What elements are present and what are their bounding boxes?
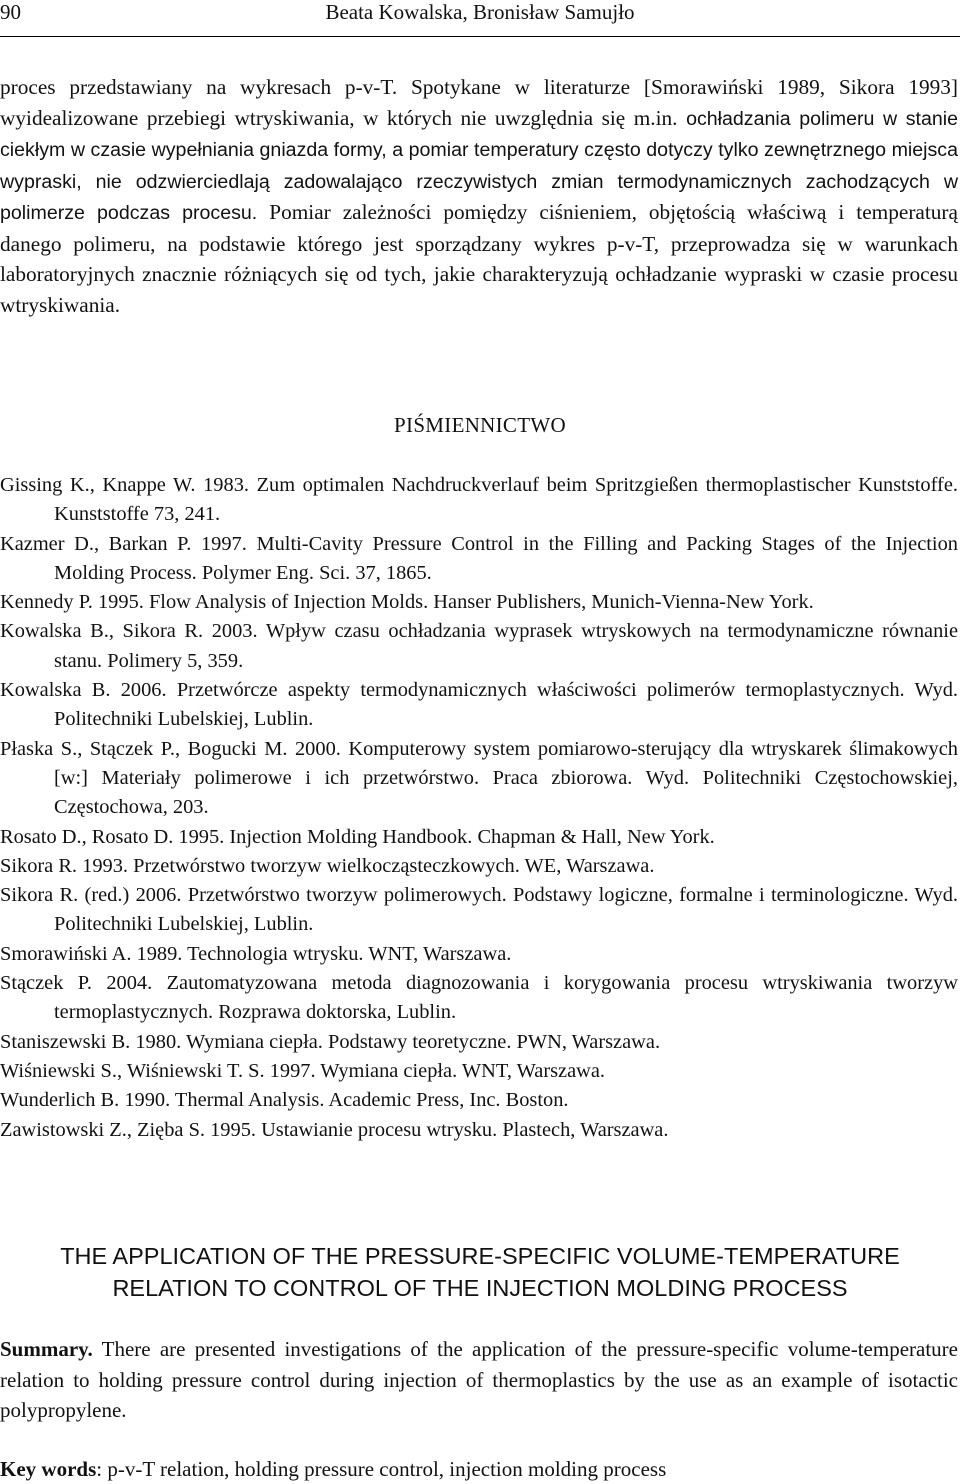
header-rule [0, 36, 960, 37]
reference-item: Kowalska B., Sikora R. 2003. Wpływ czasu ochładzania wyprasek wtryskowych na termodynamiczne równanie stanu. Polimery 5, 359. [0, 620, 958, 672]
reference-item: Płaska S., Stączek P., Bogucki M. 2000. Komputerowy system pomiarowo-sterujący dla wtryskarek ślimakowych [w:] Materiały polimerowe i ich przetwórstwo. Praca zbiorowa. Wyd. Politechniki Częstochowskiej, Częstochowa, 203. [0, 737, 958, 819]
keywords-line [0, 1455, 958, 1483]
reference-item: Rosato D., Rosato D. 1995. Injection Molding Handbook. Chapman & Hall, New York. [0, 825, 715, 848]
running-authors: Beata Kowalska, Bronisław Samujło [325, 0, 635, 24]
english-title-line-2: RELATION TO CONTROL OF THE INJECTION MOLDING PROCESS [112, 1275, 848, 1301]
body-paragraph [0, 72, 958, 320]
reference-item: Zawistowski Z., Zięba S. 1995. Ustawianie procesu wtrysku. Plastech, Warszawa. [0, 1118, 669, 1141]
english-title-line-1: THE APPLICATION OF THE PRESSURE-SPECIFIC VOLUME-TEMPERATURE [60, 1243, 900, 1269]
reference-item: Wiśniewski S., Wiśniewski T. S. 1997. Wymiana ciepła. WNT, Warszawa. [0, 1059, 606, 1082]
reference-item: Gissing K., Knappe W. 1983. Zum optimalen Nachdruckverlauf beim Spritzgießen thermoplastischer Kunststoffe. Kunststoffe 73, 241. [0, 474, 958, 526]
reference-item: Sikora R. 1993. Przetwórstwo tworzyw wielkocząsteczkowych. WE, Warszawa. [0, 854, 655, 877]
summary-paragraph [0, 1334, 958, 1426]
reference-item: Kennedy P. 1995. Flow Analysis of Injection Molds. Hanser Publishers, Munich-Vienna-New York. [0, 591, 814, 614]
keywords-label: Key words [0, 1457, 97, 1481]
references-list [0, 471, 958, 1145]
running-header [0, 0, 960, 28]
keywords-text: : p-v-T relation, holding pressure control, injection molding process [96, 1457, 667, 1481]
body-text-serif-end: Pomiar zależności pomiędzy ciśnieniem, objętością właściwą i temperaturą danego polimeru, na podstawie którego jest sporządzany wykres p-v-T, przeprowadza się w warunkach laboratoryjnych znacznie różniących się od tych, jakie charakteryzują ochładzanie wypraski w czasie procesu wtryskiwania. [0, 200, 958, 317]
summary-text: There are presented investigations of the application of the pressure-specific volume-temperature relation to holding pressure control during injection of thermoplastics by the use as an example of isotactic polypropylene. [0, 1337, 958, 1422]
reference-item: Staniszewski B. 1980. Wymiana ciepła. Podstawy teoretyczne. PWN, Warszawa. [0, 1030, 661, 1053]
reference-item: Wunderlich B. 1990. Thermal Analysis. Academic Press, Inc. Boston. [0, 1089, 569, 1112]
page-number: 90 [0, 0, 21, 24]
body-text-sans: ochładzania polimeru w stanie ciekłym w czasie wypełniania gniazda formy, a pomiar temperatury często dotyczy tylko zewnętrznego miejsca wypraski, nie odzwierciedlają zadowalająco rzeczywistych zmian termodynamicznych zachodzących w polimerze podczas procesu. [0, 107, 958, 224]
body-text-serif: proces przedstawiany na wykresach p-v-T. Spotykane w literaturze [Smorawiński 1989, Sikora 1993] wyidealizowane przebiegi wtryskiwania, w których nie uwzględnia się m.in. [0, 75, 958, 130]
summary-label: Summary. [0, 1337, 93, 1361]
reference-item: Kowalska B. 2006. Przetwórcze aspekty termodynamicznych właściwości polimerów termoplastycznych. Wyd. Politechniki Lubelskiej, Lublin. [0, 679, 958, 731]
reference-item: Kazmer D., Barkan P. 1997. Multi-Cavity Pressure Control in the Filling and Packing Stages of the Injection Molding Process. Polymer Eng. Sci. 37, 1865. [0, 532, 958, 584]
reference-item: Stączek P. 2004. Zautomatyzowana metoda diagnozowania i korygowania procesu wtryskiwania tworzyw termoplastycznych. Rozprawa doktorska, Lublin. [0, 972, 958, 1024]
references-heading: PIŚMIENNICTWO [394, 413, 566, 437]
reference-item: Sikora R. (red.) 2006. Przetwórstwo tworzyw polimerowych. Podstawy logiczne, formalne i terminologiczne. Wyd. Politechniki Lubelskiej, Lublin. [0, 884, 958, 936]
reference-item: Smorawiński A. 1989. Technologia wtrysku. WNT, Warszawa. [0, 942, 512, 965]
english-title [0, 1240, 960, 1304]
